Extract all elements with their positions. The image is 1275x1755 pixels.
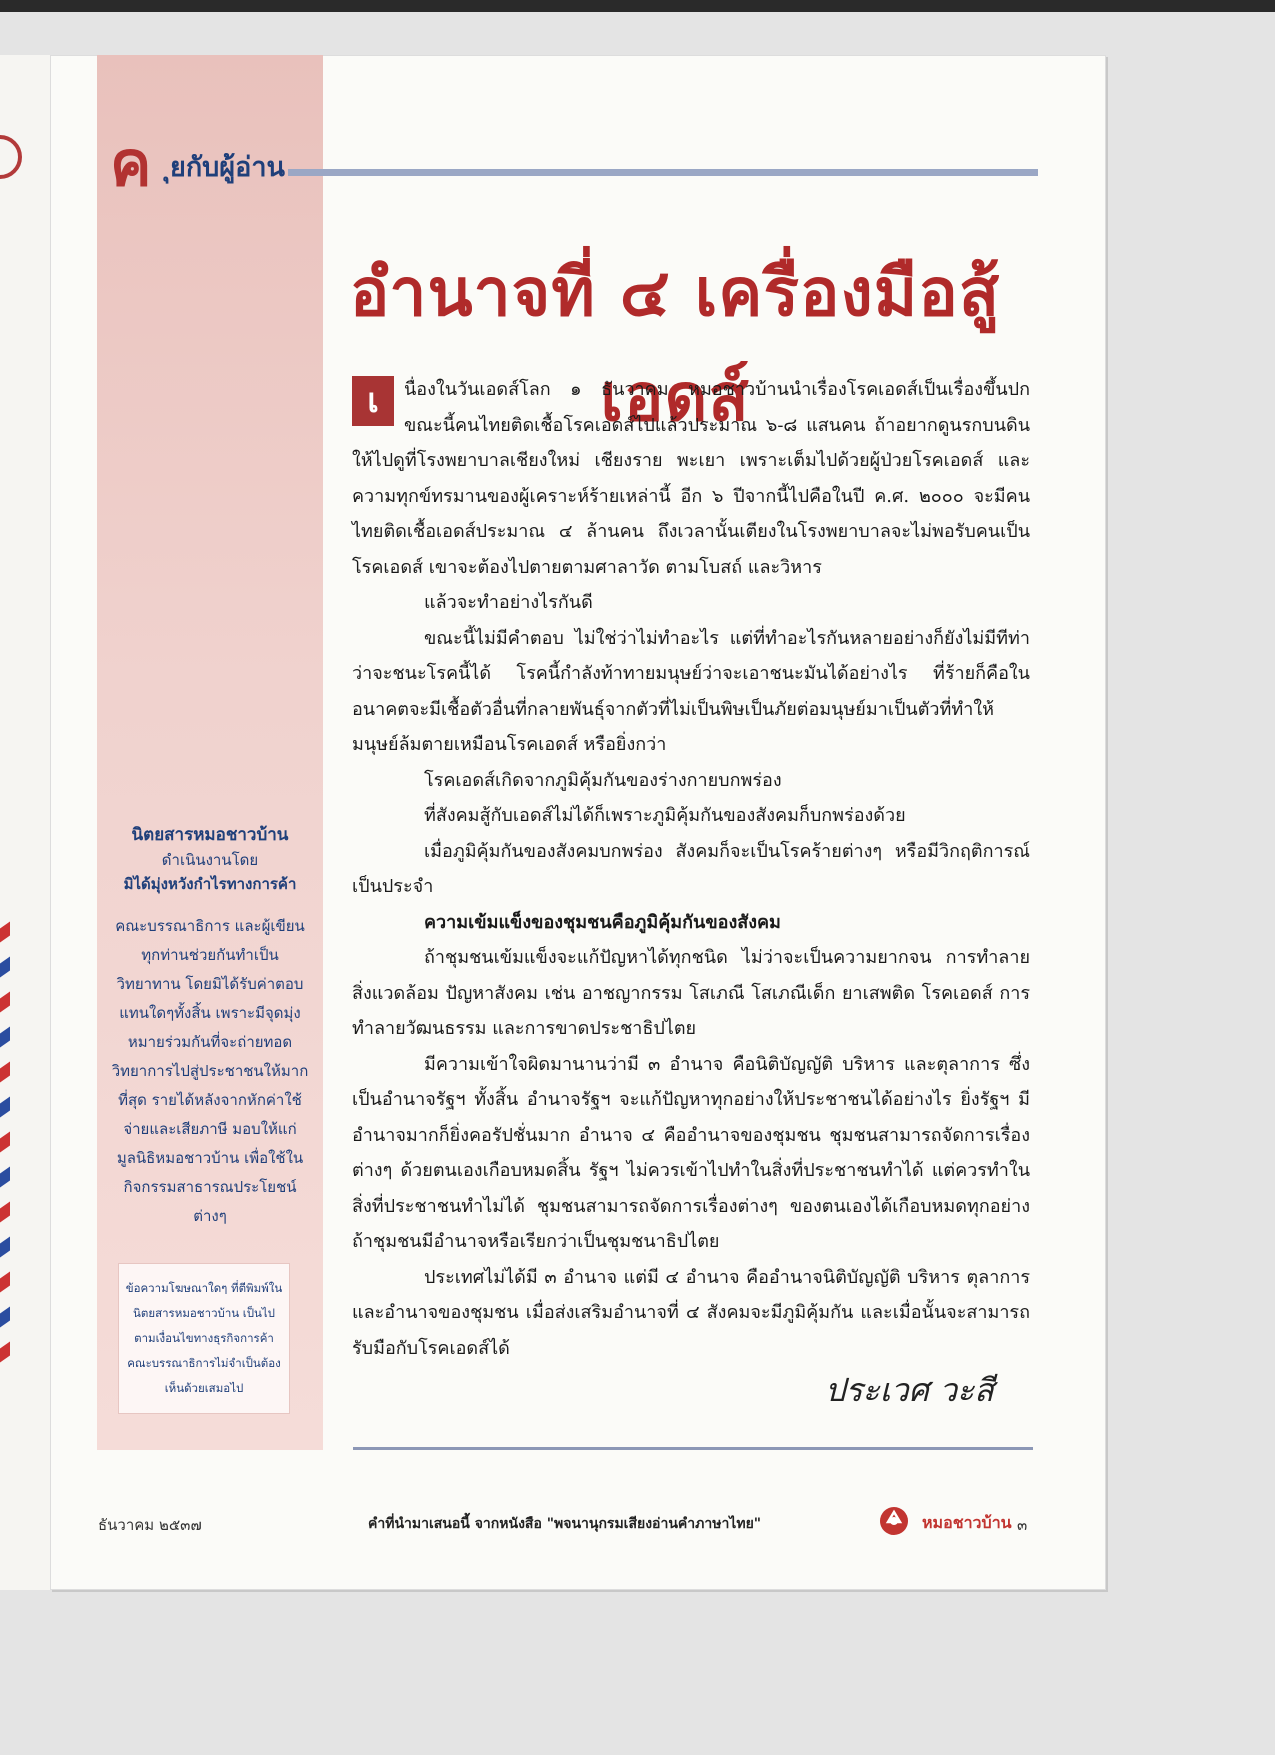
first-paragraph-text: นื่องในวันเอดส์โลก ๑ ธันวาคม หมอชาวบ้านนำเรื่องโรคเอดส์เป็นเรื่องขึ้นปก ขณะนี้คนไทยติดเชื้อโรคเอดส์ไปแล้วประมาณ ๖-๘ แสนคน ถ้าอยากดูนรกบนดินให้ไปดูที่โรงพยาบาลเชียงใหม่ เชียงราย พะเยา เพราะเต็มไปด้วยผู้ป่วยโรคเอดส์ และความทุกข์ทรมานของผู้เคราะห์ร้ายเหล่านี้ อีก ๖ ปีจากนี้ไปคือในปี ค.ศ. ๒๐๐๐ จะมีคนไทยติดเชื้อเอดส์ประมาณ ๔ ล้านคน ถึงเวลานั้นเตียงในโรงพยาบาลจะไม่พอรับคนเป็นโรคเอดส์ เขาจะต้องไปตายตามศาลาวัด ตามโบสถ์ และวิหาร bbox=[352, 379, 1030, 578]
airmail-stripe bbox=[0, 1341, 10, 1362]
airmail-stripe bbox=[0, 1061, 10, 1082]
footer-source: คำที่นำมาเสนอนี้ จากหนังสือ "พจนานุกรมเสียงอ่านคำภาษาไทย" bbox=[368, 1516, 762, 1532]
article-paragraph: เมื่อภูมิคุ้มกันของสังคมบกพร่อง สังคมก็จะเป็นโรคร้ายต่างๆ หรือมีวิกฤติการณ์เป็นประจำ bbox=[352, 840, 1030, 897]
airmail-stripe bbox=[0, 921, 10, 942]
previous-page-red-arc bbox=[0, 135, 22, 179]
footer-date: ธันวาคม ๒๕๓๗ bbox=[98, 1516, 202, 1534]
sidebar-note bbox=[110, 823, 310, 1231]
article-paragraph: ถ้าชุมชนเข้มแข็งจะแก้ปัญหาได้ทุกชนิด ไม่ว่าจะเป็นความยากจน การทำลายสิ่งแวดล้อม ปัญหาสังคม เช่น อาชญากรรม โสเภณี โสเภณีเด็ก ยาเสพติด โรคเอดส์ การทำลายวัฒนธรรม และการขาดประชาธิปไตย bbox=[352, 947, 1030, 1039]
author-signature: ประเวศ วะสี bbox=[825, 1371, 994, 1409]
airmail-stripe bbox=[0, 1166, 10, 1187]
article-paragraph: แล้วจะทำอย่างไรกันดี bbox=[424, 592, 593, 613]
article-paragraph: ที่สังคมสู้กับเอดส์ไม่ได้ก็เพราะภูมิคุ้มกันของสังคมก็บกพร่องด้วย bbox=[424, 805, 906, 826]
article-paragraph: มีความเข้าใจผิดมานานว่ามี ๓ อำนาจ คือนิติบัญญัติ บริหาร และตุลาการ ซึ่งเป็นอำนาจรัฐฯ ทั้งสิ้น อำนาจรัฐฯ จะแก้ปัญหาทุกอย่างให้ประชาชนได้อย่างไร ยิ่งรัฐฯ มีอำนาจมากก็ยิ่งคอรัปชั่นมาก อำนาจ ๔ คืออำนาจของชุมชน ชุมชนสามารถจัดการเรื่องต่างๆ ด้วยตนเองเกือบหมดสิ้น รัฐฯ ไม่ควรเข้าไปทำในสิ่งที่ประชาชนทำได้ แต่ควรทำในสิ่งที่ประชาชนทำไม่ได้ ชุมชนสามารถจัดการเรื่องต่างๆ ของตนเองได้เกือบหมดทุกอย่าง ถ้าชุมชนมีอำนาจหรือเรียกว่าเป็นชุมชนาธิปไตย bbox=[352, 1053, 1030, 1252]
airmail-stripe bbox=[0, 1306, 10, 1327]
sidebar-panel bbox=[97, 55, 323, 1450]
article-paragraph: ประเทศไม่ได้มี ๓ อำนาจ แต่มี ๔ อำนาจ คืออำนาจนิติบัญญัติ บริหาร ตุลาการ และอำนาจของชุมชน เมื่อส่งเสริมอำนาจที่ ๔ สังคมจะมีภูมิคุ้มกัน และเมื่อนั้นจะสามารถรับมือกับโรคเอดส์ได้ bbox=[352, 1266, 1030, 1359]
airmail-stripe bbox=[0, 1201, 10, 1222]
airmail-stripe bbox=[0, 1096, 10, 1117]
recycle-logo-icon bbox=[877, 1506, 911, 1536]
airmail-stripe bbox=[0, 1236, 10, 1257]
article-body bbox=[352, 372, 1030, 1366]
scan-border bbox=[0, 0, 1275, 12]
section-header bbox=[110, 127, 1090, 203]
footer-magazine-name: หมอชาวบ้าน bbox=[922, 1513, 1012, 1532]
sidebar-paragraph: คณะบรรณาธิการ และผู้เขียนทุกท่านช่วยกันทำเป็นวิทยาทาน โดยมิได้รับค่าตอบแทนใดๆทั้งสิ้น เพราะมีจุดมุ่งหมายร่วมกันที่จะถ่ายทอดวิทยาการไปสู่ประชาชนให้มากที่สุด รายได้หลังจากหักค่าใช้จ่ายและเสียภาษี มอบให้แก่มูลนิธิหมอชาวบ้าน เพื่อใช้ในกิจกรรมสาธารณประโยชน์ต่างๆ bbox=[111, 917, 309, 1225]
sidebar-line: มิได้มุ่งหวังกำไรทางการค้า bbox=[123, 875, 297, 893]
ad-disclaimer: ข้อความโฆษณาใดๆ ที่ตีพิมพ์ในนิตยสารหมอชาวบ้าน เป็นไปตามเงื่อนไขทางธุรกิจการค้า คณะบรรณาธิการไม่จำเป็นต้องเห็นด้วยเสมอไป bbox=[118, 1263, 290, 1414]
airmail-stripe bbox=[0, 1131, 10, 1152]
section-label: ุยกับผู้อ่าน bbox=[170, 152, 285, 183]
article-title: อำนาจที่ ๔ เครื่องมือสู้เอดส์ bbox=[349, 253, 1001, 436]
article-paragraph: โรคเอดส์เกิดจากภูมิคุ้มกันของร่างกายบกพร่อง bbox=[424, 769, 782, 791]
drop-cap: เ bbox=[352, 376, 394, 426]
footer-page-number: ๓ bbox=[1017, 1516, 1028, 1534]
article-bottom-rule bbox=[353, 1447, 1033, 1450]
section-rule bbox=[288, 169, 1038, 176]
airmail-stripe bbox=[0, 956, 10, 977]
airmail-stripe bbox=[0, 991, 10, 1012]
article-subheading: ความเข้มแข็งของชุมชนคือภูมิคุ้มกันของสังคม bbox=[424, 911, 781, 933]
article-first-paragraph bbox=[352, 372, 1030, 585]
airmail-stripe bbox=[0, 1026, 10, 1047]
sidebar-line: ดำเนินงานโดย bbox=[161, 851, 259, 869]
article-paragraph: ขณะนี้ไม่มีคำตอบ ไม่ใช่ว่าไม่ทำอะไร แต่ที่ทำอะไรกันหลายอย่างก็ยังไม่มีทีท่าว่าจะชนะโรคนี้ได้ โรคนี้กำลังท้าทายมนุษย์ว่าจะเอาชนะมันได้อย่างไร ที่ร้ายก็คือในอนาคตจะมีเชื้อตัวอื่นที่กลายพันธุ์จากตัวที่ไม่เป็นพิษเป็นภัยต่อมนุษย์มาเป็นตัวที่ทำให้มนุษย์ล้มตายเหมือนโรคเอดส์ หรือยิ่งกว่า bbox=[352, 627, 1030, 755]
previous-page-edge bbox=[0, 55, 54, 1590]
section-initial: ค bbox=[110, 127, 152, 200]
airmail-stripe bbox=[0, 1271, 10, 1292]
scan-specks bbox=[1150, 42, 1180, 62]
sidebar-heading: นิตยสารหมอชาวบ้าน bbox=[131, 825, 289, 845]
